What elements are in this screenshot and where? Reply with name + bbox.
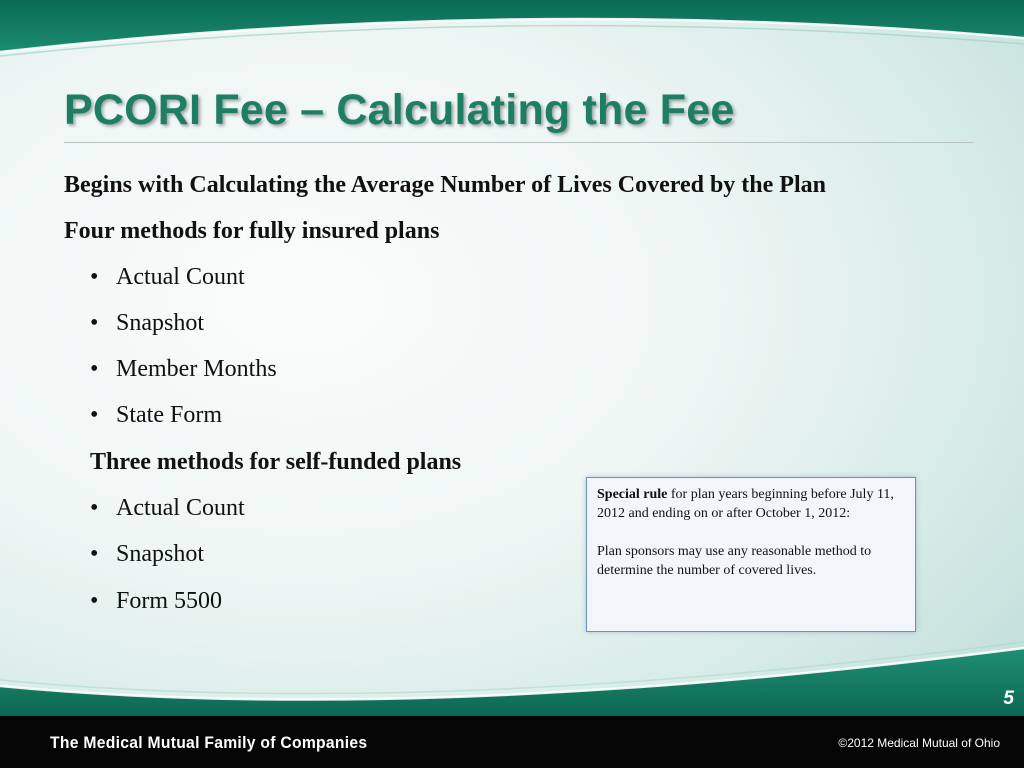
bullet-icon: • [90,264,99,290]
footer-copyright: ©2012 Medical Mutual of Ohio [838,736,1000,750]
callout-label: Special rule [597,487,668,502]
heading-fully-insured: Four methods for fully insured plans [64,218,440,244]
list-item: • State Form [90,402,222,428]
bullet-icon: • [90,588,99,614]
heading-average-lives: Begins with Calculating the Average Number of Lives Covered by the Plan [64,172,826,198]
footer-brand: The Medical Mutual Family of Companies [50,734,368,752]
callout-text-1: for plan years beginning before July 11, 2012 and ending on or after October 1, 2012: [597,487,894,521]
slide-title: PCORI Fee – Calculating the Fee [64,86,735,134]
list-item: • Form 5500 [90,588,223,614]
page-number: 5 [1003,688,1014,709]
bullet-icon: • [90,541,99,567]
bullet-icon: • [90,356,99,382]
callout-paragraph-1 [597,485,905,523]
list-item: • Actual Count [90,264,245,290]
list-item: • Actual Count [90,495,245,521]
list-item: • Member Months [90,356,277,382]
list-item: • Snapshot [90,541,205,567]
heading-self-funded: Three methods for self-funded plans [90,449,462,475]
title-divider [64,142,974,143]
bullet-icon: • [90,402,99,428]
bullet-icon: • [90,495,99,521]
bottom-decorative-band [0,640,1024,720]
bullet-icon: • [90,310,99,336]
special-rule-callout [586,477,916,632]
callout-text-2: Plan sponsors may use any reasonable method to determine the number of covered lives. [597,544,872,578]
list-item: • Snapshot [90,310,205,336]
top-decorative-band [0,0,1024,60]
